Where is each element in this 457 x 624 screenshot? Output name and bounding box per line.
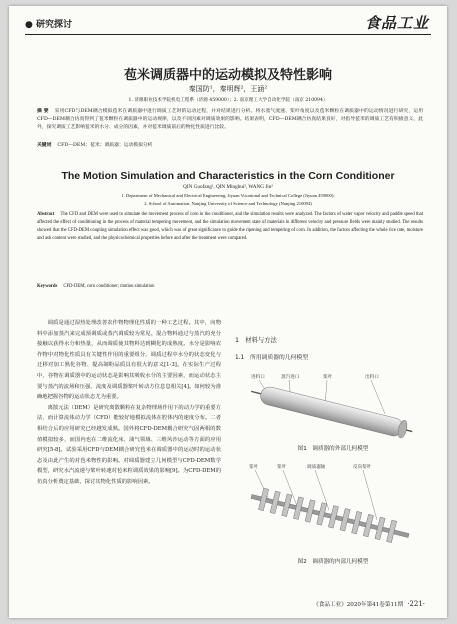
figure-2-internal-model: [245, 458, 415, 554]
body-left-column: [37, 318, 221, 488]
fig2-label-paddle-b: 桨叶: [277, 465, 287, 470]
section-tag: ● 研究探讨: [25, 20, 72, 30]
english-affiliation-2: 2. School of Automation, Nanjing University of Science and Technology (Nanjing 210094): [144, 201, 312, 206]
body-paragraph-1: 调质是通过湿热处理改善农作物物理化性质的一种工艺过程。其中，向物料中添加蒸汽来完成预调质或蒸汽调质较为常见。混合物料通过与蒸汽的充分接触以获得水分和热量，从而调质使其物料达到糊化的成熟度。水分是影响农作物中对物化性质具有关键性作用的重要组分，调质过程中水分的状态变化与迁移对加工熟化谷物、提高制粉品质具有很大的意义[1-3]。在实际生产过程中，谷物在调质器中的运动状态是影响其吸收水分的主要因素，而运动状态主要与蒸汽的流场和压强、流度及调质器桨叶转动方位息息相关[4]。如何较为准确地把握谷物的运动状态尤为重要。: [37, 320, 221, 401]
subsection-heading: 1.1 所用调质器的几何模型: [235, 355, 308, 361]
fig1-label-outlet: 出料口: [365, 375, 379, 380]
chinese-authors: 秦国防¹，秦明辉²，王涵²: [188, 85, 268, 93]
keywords-text-en: CFD-DEM; corn conditioner; motion simulation: [63, 284, 155, 289]
fig2-label-shaft: 调质器轴: [307, 465, 326, 470]
fig1-label-inlet: 进料口: [251, 375, 265, 380]
figure-1-caption: 图1 调质器的外部几何模型: [297, 446, 369, 452]
abstract-text: 采用CFD与DEM耦合模拟苞米在调质器中进行调质工艺时的运动过程，并对结果进行分析。将水蒸气流速、桨叶角度以及苞米颗粒在调质器中的运动情况进行研究，运用CFD—DEM耦合仿真得到了苞米颗粒在调质器中的运动规律，以及不同因素对调质效果的影响。结果表明，CFD—DEM耦合仿真结果良好，对指导苞米的调质工艺有积极意义，此外，探究调质工艺影响苞米的水分、成分的因素，并对苞米调质前后的物化性质进行比较。: [37, 109, 423, 130]
running-header: [25, 16, 431, 35]
abstract-text-en: The CFD and DEM were used to simulate the movement process of corn in the conditioner, and the simulation results were analyzed. The factors of water vapor velocity and paddle speed that affected the effect of conditioning in the process of material tempering movement, and the simulation movement state of materials in different velocity and pressure fields were mainly studied. The results showed that the CFD-DEM coupling simulation effect was good, which was of great significance to guide the ripening and tempering of corn. In addition, the factors affecting the whole rice rate, moisture and ash content were studied, and the physicochemical properties before and after the treatment were compared.: [37, 212, 423, 241]
journal-logo: 食品工业: [364, 14, 429, 32]
chinese-keywords: [37, 141, 423, 148]
english-authors: QIN Guofang¹, QIN Minghui², WANG Jin²: [183, 184, 273, 190]
journal-issue: 《食品工业》2020年第41卷第11期: [313, 602, 404, 608]
english-title: The Motion Simulation and Characteristics in the Corn Conditioner: [61, 170, 395, 182]
keywords-label-en: Keywords: [37, 284, 58, 289]
fig1-label-steam-inlet: 蒸汽进口: [281, 375, 300, 380]
chinese-title: 苞米调质器中的运动模拟及特性影响: [123, 68, 332, 83]
chinese-affiliations: 1. 济源职业技术学院机电工程系（济源 459000）；2. 南京理工大学自动化学院（南京 210094）: [128, 98, 328, 103]
abstract-label-en: Abstract: [37, 212, 55, 217]
chinese-abstract: [37, 107, 423, 132]
body-paragraph-2: 离散元法（DEM）是研究离散颗粒在复杂物理场作用下的动力学的重要方法，而计算流体动力学（CFD）能较好地模拟流体在腔体内的速度分布。二者相结合后的应用研究已经越发成熟。国外将CFD-DEM耦合研究气固两相的数值模拟较多，而国内也在二维流化床、油气领域、三维风沙运动等方面的应用研究[5-8]。试验采用CFD与DEM耦合研究苞米在调质器中的运动时的运动状态及由此产生的对苞米物性的影响。对调质器建立几何模型与CFD-DEM数学模型，研究水汽流速与桨叶转速对苞米粒调质效果的影响[9]。为CFD-DEM的仿真分析奠定基础，探讨其物化性质的影响因素。: [37, 404, 221, 485]
english-affiliation-1: 1. Department of Mechanical and Electrical Engineering, Jiyuan Vocational and Technical College (Jiyuan 459000);: [121, 193, 335, 198]
fig2-label-reverse-paddle: 反向桨叶: [353, 465, 372, 470]
english-abstract: [37, 211, 423, 243]
keywords-label: 关键词: [37, 142, 52, 148]
abstract-label: 摘 要: [37, 108, 49, 114]
section-heading: 1 材料与方法: [235, 337, 277, 344]
page-footer: [313, 600, 425, 608]
keywords-text: CFD—DEM；苞米；调质器；运动模拟分析: [57, 143, 153, 148]
paper-page: [9, 6, 447, 618]
figure-1-external-model: [245, 370, 415, 440]
figure-2-caption: 图2 调质器的内部几何模型: [297, 559, 369, 565]
english-keywords: [37, 284, 423, 289]
fig2-label-paddle-a: 桨叶: [249, 465, 259, 470]
fig1-label-paddle: 桨叶: [323, 375, 333, 380]
page-number: ·221·: [407, 600, 425, 608]
